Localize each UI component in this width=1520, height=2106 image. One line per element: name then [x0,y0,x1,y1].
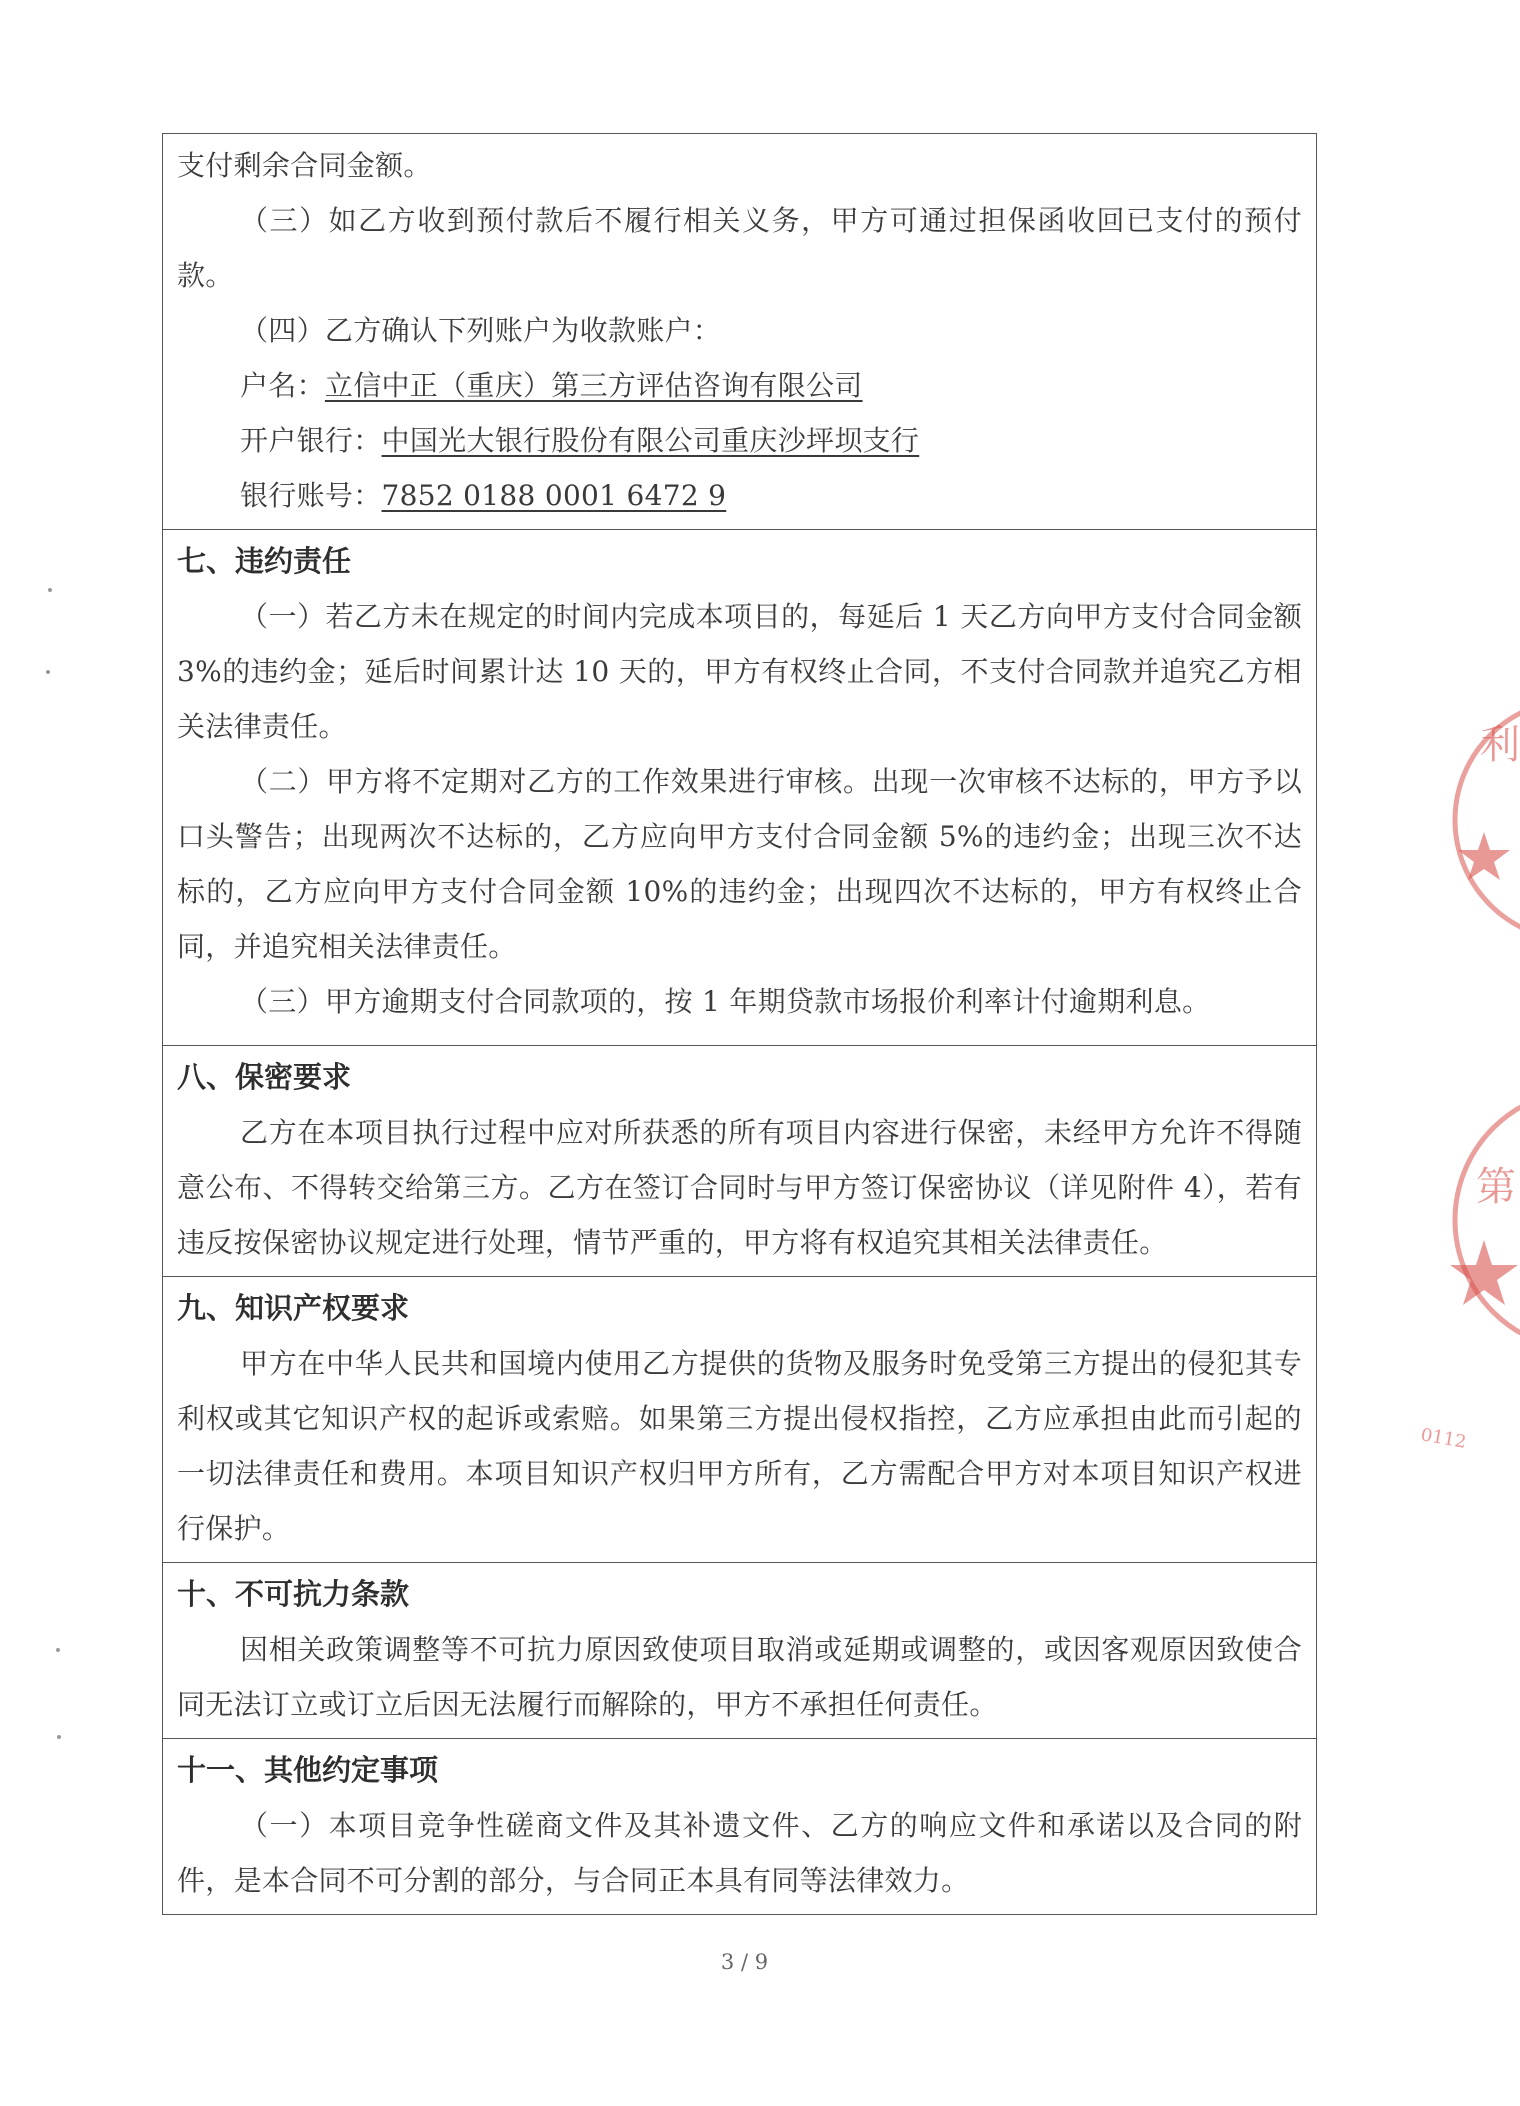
other-title: 十一、其他约定事项 [177,1753,439,1787]
ip-clause: 甲方在中华人民共和国境内使用乙方提供的货物及服务时免受第三方提出的侵犯其专利权或其它知识产权的起诉或索赔。如果第三方提出侵权指控，乙方应承担由此而引起的一切法律责任和费用。本项目知识产权归甲方所有，乙方需配合甲方对本项目知识产权进行保护。 [177,1347,1302,1545]
breach-clause-1: （一）若乙方未在规定的时间内完成本项目的，每延后 1 天乙方向甲方支付合同金额 3%的违约金；延后时间累计达 10 天的，甲方有权终止合同，不支付合同款并追究乙方相关法律责任。 [177,600,1302,743]
page-number: 3 / 9 [720,1950,769,1974]
account-number-label: 银行账号： [240,479,382,512]
payment-remaining: 支付剩余合同金额。 [177,149,432,182]
force-majeure-title: 十、不可抗力条款 [177,1577,410,1611]
ip-title: 九、知识产权要求 [177,1291,410,1325]
contract-table [162,133,1317,1915]
seal-text-bottom: 0112 [1419,1424,1468,1453]
account-number-line [177,468,1302,523]
seal-text-top: 利 [1480,722,1520,768]
other-clause-1: （一）本项目竞争性磋商文件及其补遗文件、乙方的响应文件和承诺以及合同的附件，是本合同不可分割的部分，与合同正本具有同等法律效力。 [177,1809,1302,1897]
payment-account-intro: （四）乙方确认下列账户为收款账户： [240,314,722,347]
breach-clause-2: （二）甲方将不定期对乙方的工作效果进行审核。出现一次审核不达标的，甲方予以口头警告；出现两次不达标的，乙方应向甲方支付合同金额 5%的违约金；出现三次不达标的，乙方应向甲方支付合同金额 10%的违约金；出现四次不达标的，甲方有权终止合同，并追究相关法律责任。 [177,765,1302,963]
company-seal-stamp [1380,700,1520,1520]
bank-label: 开户银行： [240,424,382,457]
seal-icon [1380,700,1520,1520]
account-name-label: 户名： [240,369,325,402]
scan-speck [46,670,50,674]
breach-section [163,530,1317,1046]
account-name-value: 立信中正（重庆）第三方评估咨询有限公司 [324,369,863,402]
breach-clause-3: （三）甲方逾期支付合同款项的，按 1 年期贷款市场报价利率计付逾期利息。 [240,985,1211,1018]
bank-value: 中国光大银行股份有限公司重庆沙坪坝支行 [381,424,920,457]
confidentiality-section [163,1046,1317,1277]
payment-guarantee-clause: （三）如乙方收到预付款后不履行相关义务，甲方可通过担保函收回已支付的预付款。 [177,204,1302,292]
scan-speck [56,1648,60,1652]
force-majeure-clause: 因相关政策调整等不可抗力原因致使项目取消或延期或调整的，或因客观原因致使合同无法订立或订立后因无法履行而解除的，甲方不承担任何责任。 [177,1633,1302,1721]
other-section [163,1739,1317,1915]
breach-title: 七、违约责任 [177,544,352,578]
confidentiality-clause: 乙方在本项目执行过程中应对所获悉的所有项目内容进行保密，未经甲方允许不得随意公布、不得转交给第三方。乙方在签订合同时与甲方签订保密协议（详见附件 4），若有违反按保密协议规定进行处理，情节严重的，甲方将有权追究其相关法律责任。 [177,1116,1302,1259]
confidentiality-title: 八、保密要求 [177,1060,352,1094]
bank-line [177,413,1302,468]
account-name-line [177,358,1302,413]
force-majeure-section [163,1563,1317,1739]
seal-text-mid: 第 [1476,1164,1516,1210]
scan-speck [48,588,52,592]
scan-speck [57,1735,61,1739]
payment-section [163,134,1317,530]
account-number-value: 7852 0188 0001 6472 9 [381,479,727,512]
ip-section [163,1277,1317,1563]
